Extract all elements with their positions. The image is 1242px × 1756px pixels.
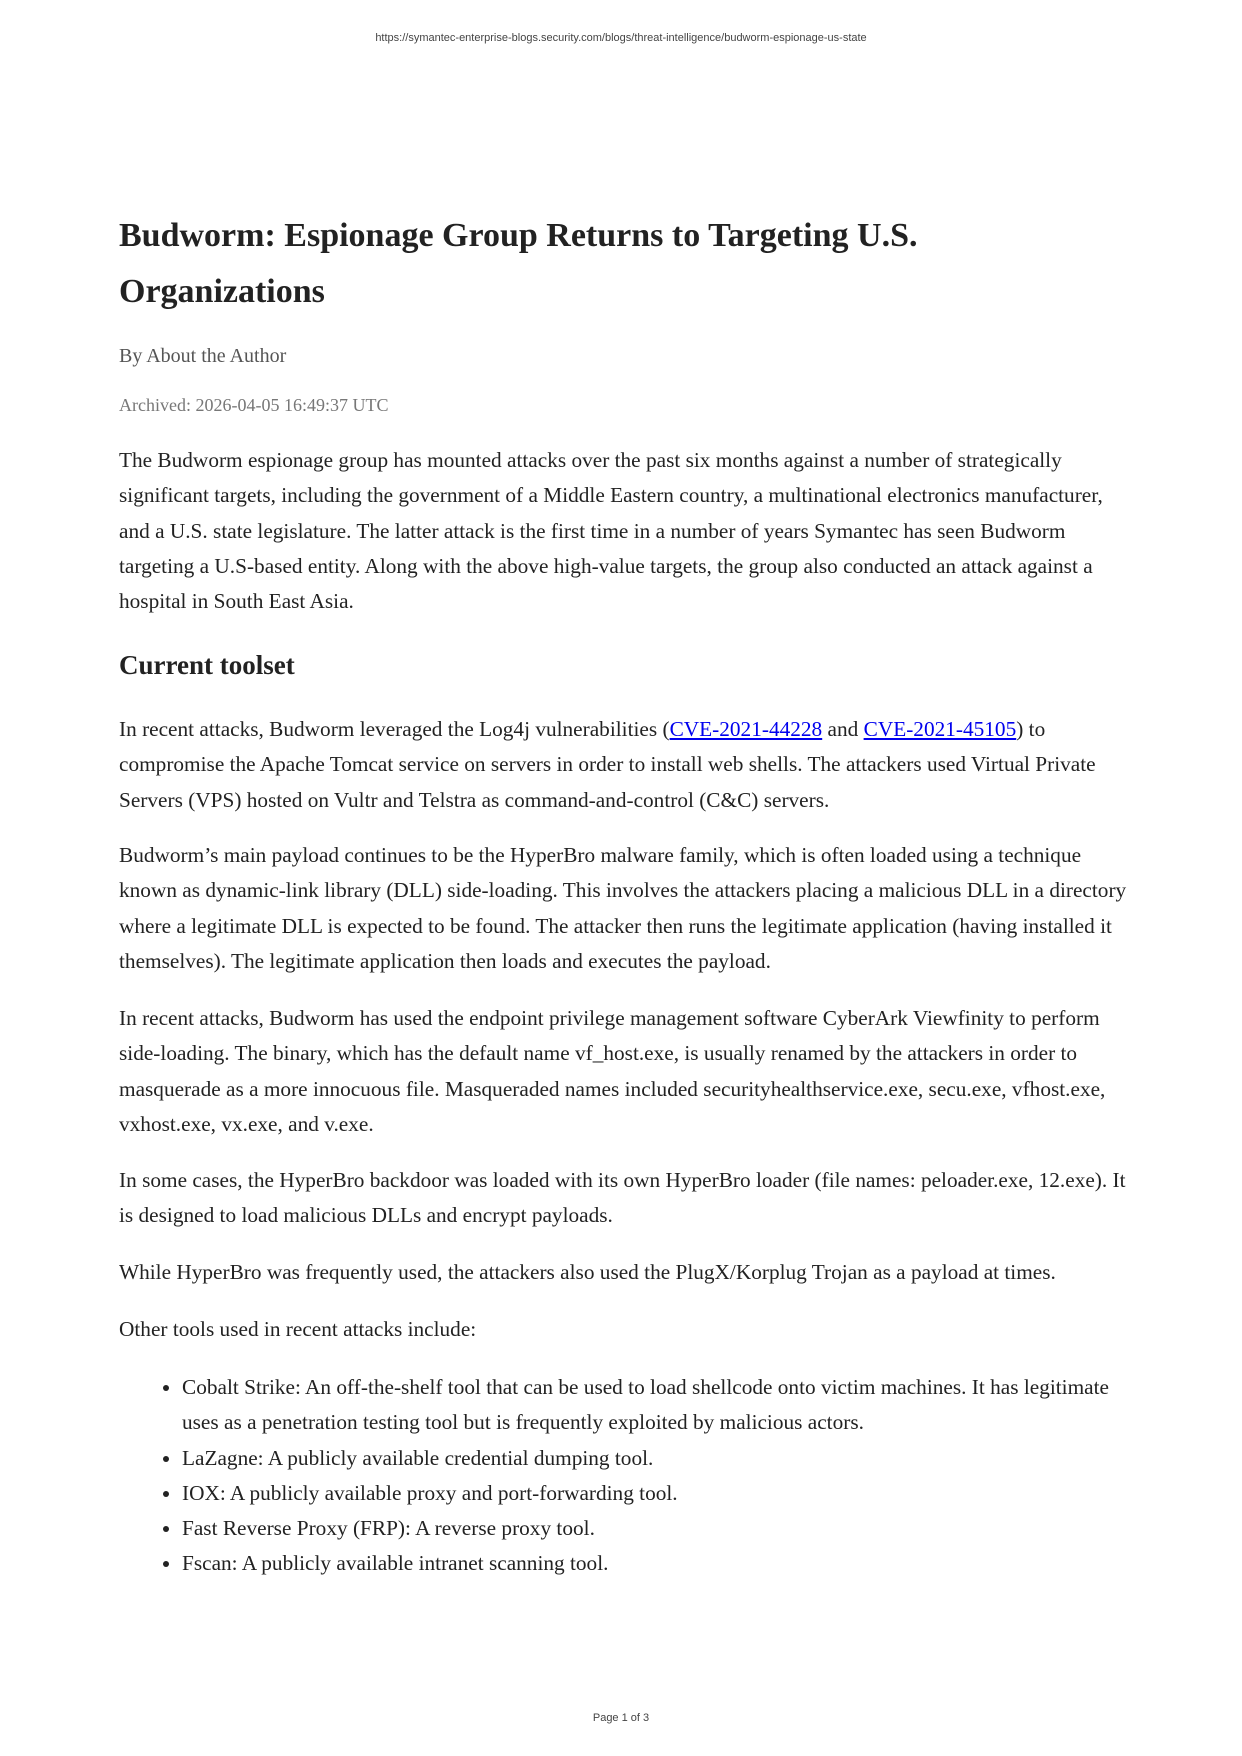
paragraph-log4j [119,712,1129,818]
cve-link-45105[interactable]: CVE-2021-45105 [863,717,1017,741]
intro-paragraph: The Budworm espionage group has mounted attacks over the past six months against a number of strategically significant targets, including the government of a Middle Eastern country, a multinational electronics manufacturer, and a U.S. state legislature. The latter attack is the first time in a number of years Symantec has seen Budworm targeting a U.S-based entity. Along with the above high-value targets, the group also conducted an attack against a hospital in South East Asia. [119,448,1103,614]
text: ) to compromise the Apache Tomcat service on servers in order to install web shells. The attackers used Virtual Private Servers (VPS) hosted on Vultr and Telstra as command-and-control (C&C) servers. [119,717,1096,812]
list-item: • Fscan: A publicly available intranet scanning tool. [182,1546,1129,1581]
page-number: Page 1 of 3 [592,1712,650,1724]
list-item: • IOX: A publicly available proxy and port-forwarding tool. [182,1476,1129,1511]
paragraph-viewfinity: In recent attacks, Budworm has used the endpoint privilege management software CyberArk Viewfinity to perform side-loading. The binary, which has the default name vf_host.exe, is usually renamed by the attackers in order to masquerade as a more innocuous file. Masqueraded names included securityhealthservice.exe, secu.exe, vfhost.exe, vxhost.exe, vx.exe, and v.exe. [119,1006,1106,1136]
byline: By About the Author [119,345,287,367]
section-heading: Current toolset [119,650,295,680]
text: and [822,717,864,741]
source-url: https://symantec-enterprise-blogs.security.com/blogs/threat-intelligence/budworm-espionage-us-state [375,32,867,44]
tools-list [119,1370,1129,1582]
paragraph-other-tools: Other tools used in recent attacks include: [119,1317,477,1341]
archived-timestamp: Archived: 2026-04-05 16:49:37 UTC [119,395,389,415]
list-item: • Fast Reverse Proxy (FRP): A reverse proxy tool. [182,1511,1129,1546]
list-item: • LaZagne: A publicly available credential dumping tool. [182,1441,1129,1476]
list-item: • Cobalt Strike: An off-the-shelf tool that can be used to load shellcode onto victim machines. It has legitimate uses as a penetration testing tool but is frequently exploited by malicious actors. [182,1370,1129,1441]
paragraph-hyperbro: Budworm’s main payload continues to be the HyperBro malware family, which is often loaded using a technique known as dynamic-link library (DLL) side-loading. This involves the attackers placing a malicious DLL in a directory where a legitimate DLL is expected to be found. The attacker then runs the legitimate application (having installed it themselves). The legitimate application then loads and executes the payload. [119,843,1127,973]
paragraph-plugx: While HyperBro was frequently used, the attackers also used the PlugX/Korplug Trojan as a payload at times. [119,1260,1056,1284]
cve-link-44228[interactable]: CVE-2021-44228 [669,717,823,741]
paragraph-loader: In some cases, the HyperBro backdoor was loaded with its own HyperBro loader (file names: peloader.exe, 12.exe). It is designed to load malicious DLLs and encrypt payloads. [119,1168,1126,1228]
article-title: Budworm: Espionage Group Returns to Targeting U.S. Organizations [119,217,918,310]
text: In recent attacks, Budworm leveraged the Log4j vulnerabilities ( [119,717,670,741]
